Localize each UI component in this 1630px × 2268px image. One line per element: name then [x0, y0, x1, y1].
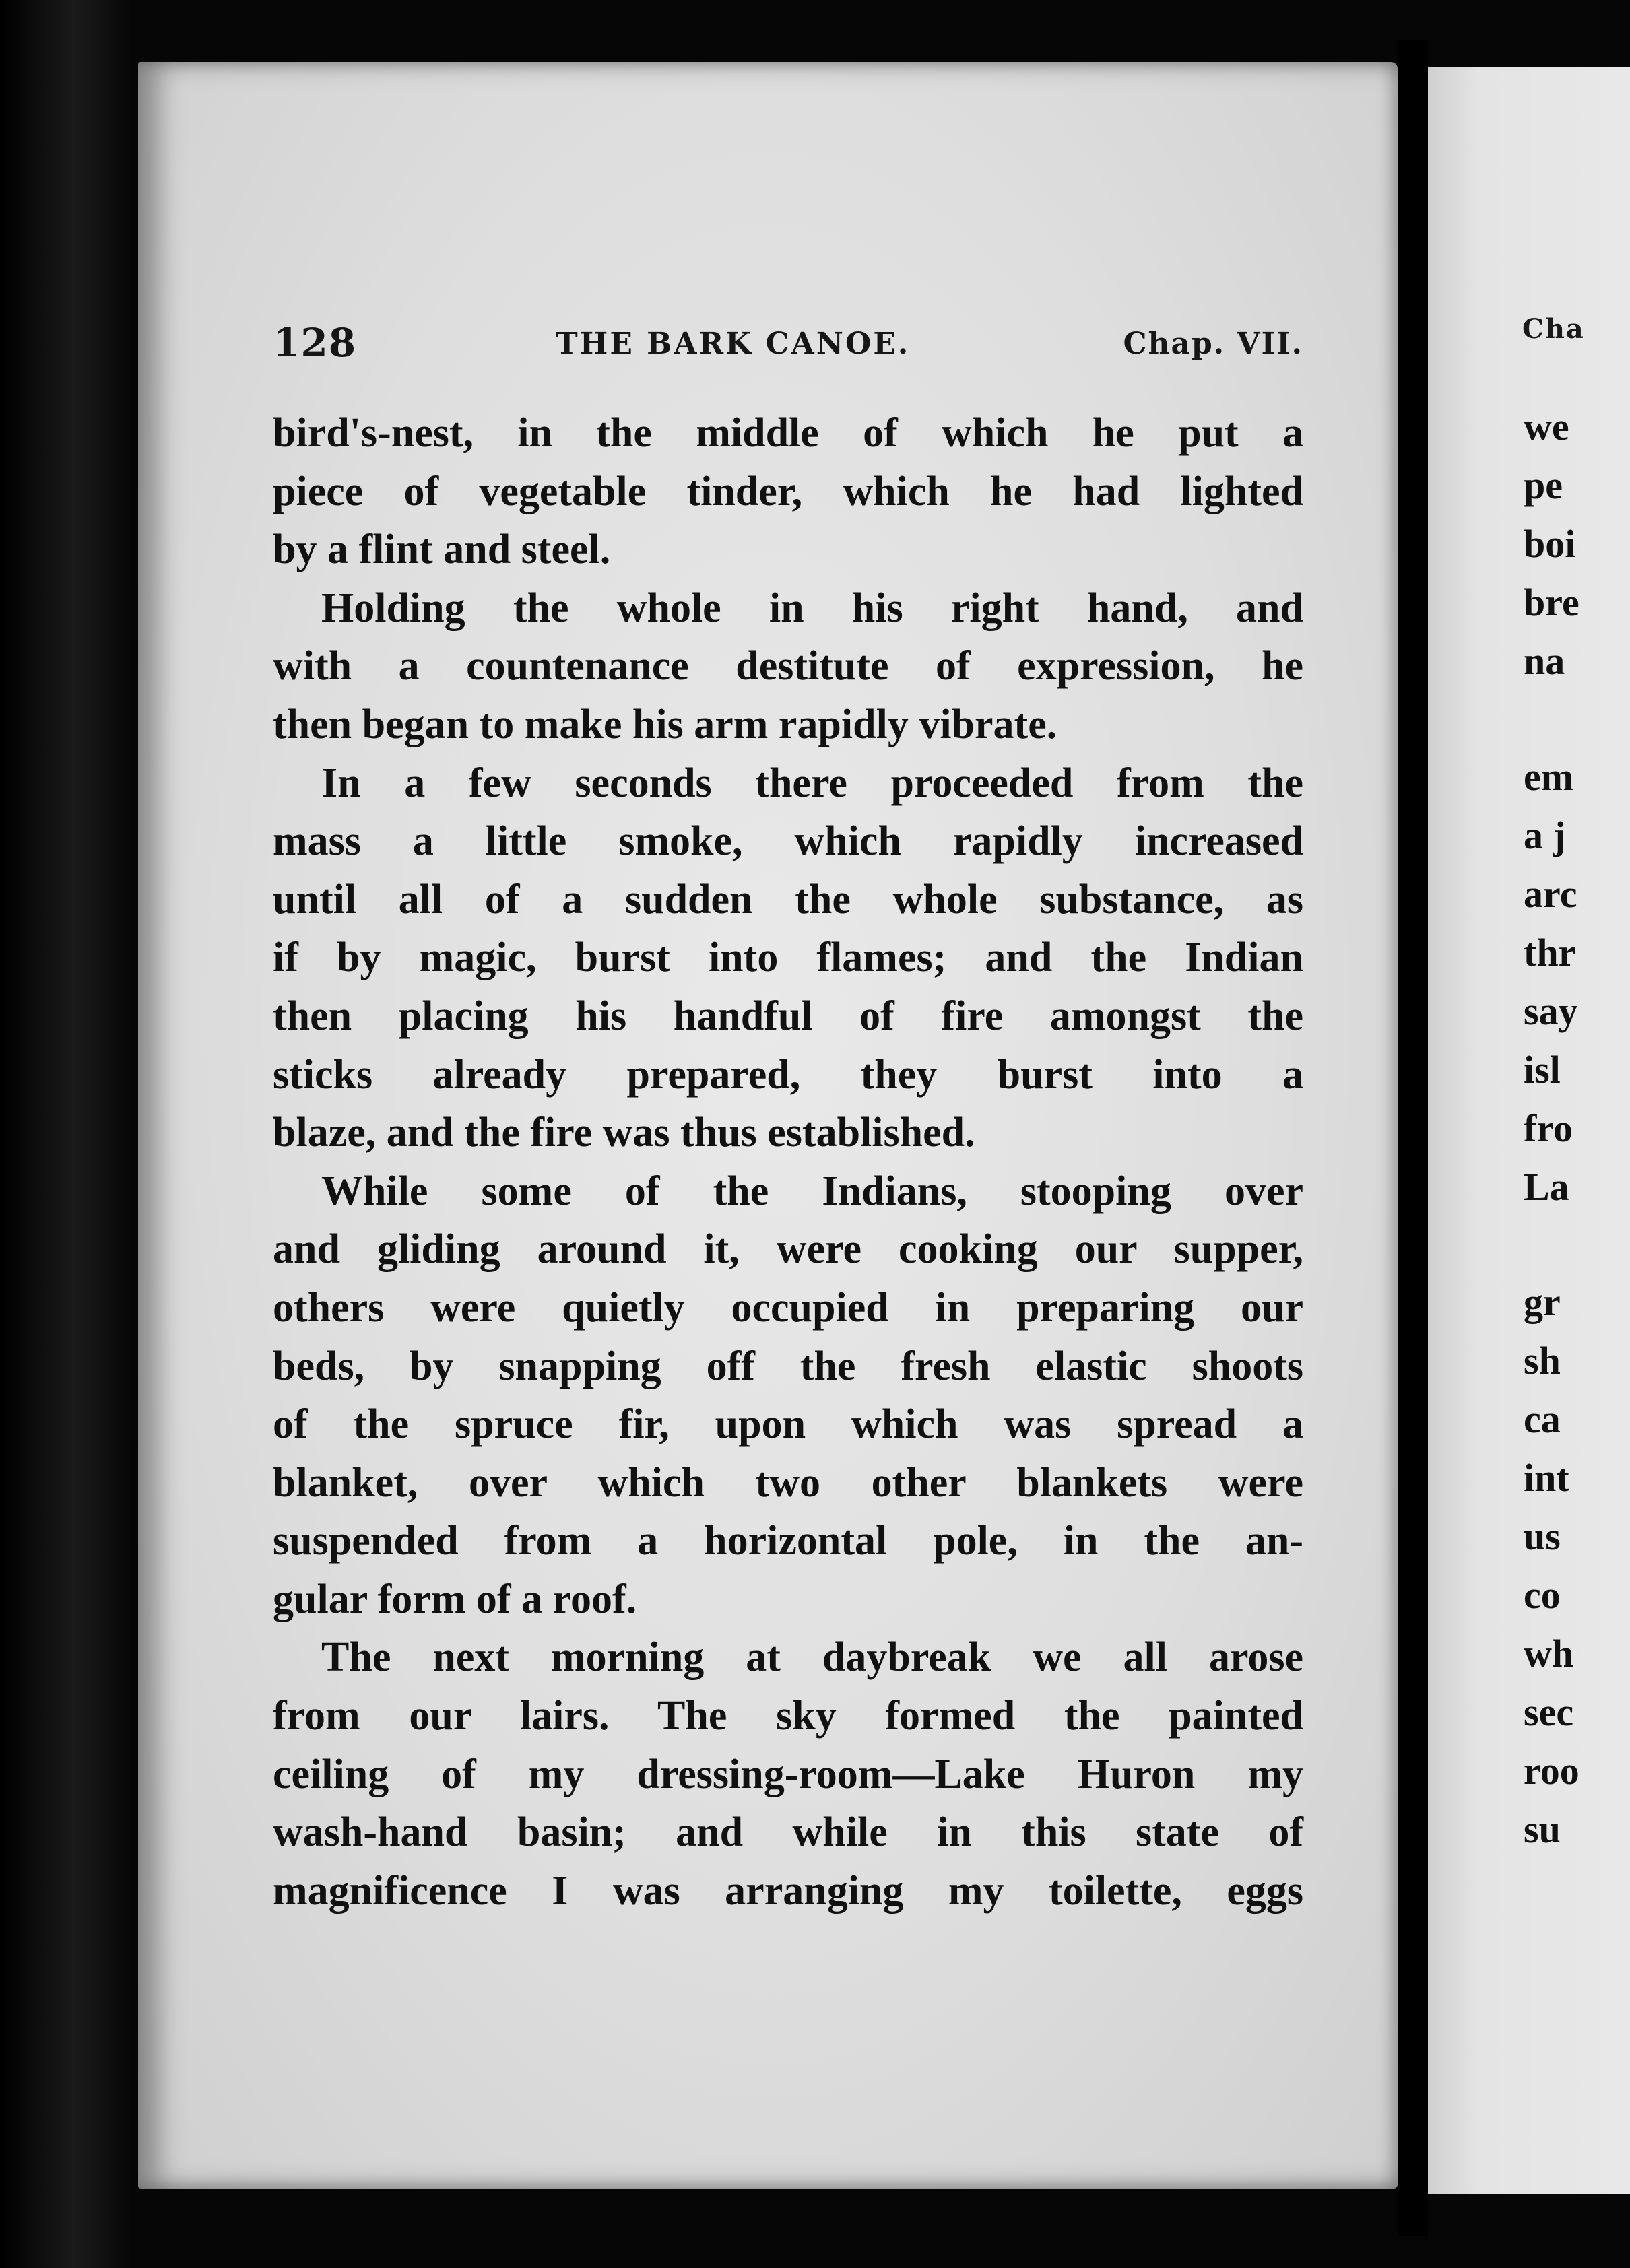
facing-line: La	[1524, 1165, 1569, 1209]
text-line: until all of a sudden the whole substance, as	[273, 876, 1303, 923]
text-line: others were quietly occupied in preparing our	[273, 1284, 1303, 1331]
facing-line: ca	[1524, 1397, 1561, 1441]
facing-line: fro	[1524, 1106, 1573, 1150]
book-binding	[0, 0, 135, 2268]
text-line: magnificence I was arranging my toilette, eggs	[273, 1867, 1303, 1914]
facing-line: us	[1524, 1514, 1561, 1558]
facing-line: roo	[1524, 1749, 1579, 1793]
text-line: The next morning at daybreak we all arose	[321, 1634, 1303, 1681]
text-line: then placing his handful of fire amongst the	[273, 993, 1303, 1039]
text-line: beds, by snapping off the fresh elastic shoots	[273, 1343, 1303, 1389]
text-line: bird's-nest, in the middle of which he put a	[273, 410, 1303, 456]
facing-line: boi	[1524, 522, 1576, 566]
facing-page-header: Cha	[1522, 313, 1585, 345]
text-line: and gliding around it, were cooking our supper,	[273, 1226, 1303, 1273]
text-line: blanket, over which two other blankets were	[273, 1459, 1303, 1506]
text-line: wash-hand basin; and while in this state of	[273, 1809, 1303, 1856]
running-chapter: Chap. VII.	[1123, 327, 1303, 361]
text-line: blaze, and the fire was thus established.	[273, 1110, 975, 1156]
facing-line: na	[1524, 639, 1565, 683]
text-line: Holding the whole in his right hand, and	[321, 585, 1303, 631]
facing-line: su	[1524, 1807, 1561, 1851]
facing-line: bre	[1524, 580, 1579, 624]
text-line: ceiling of my dressing-room—Lake Huron my	[273, 1751, 1303, 1797]
text-line: piece of vegetable tinder, which he had lighted	[273, 468, 1303, 514]
facing-line: sh	[1524, 1339, 1561, 1382]
facing-line: gr	[1524, 1280, 1561, 1324]
running-head	[273, 320, 1303, 374]
facing-line: pe	[1524, 463, 1563, 507]
facing-line: isl	[1524, 1048, 1561, 1092]
text-line: with a countenance destitute of expression, he	[273, 643, 1303, 690]
text-line: of the spruce fir, upon which was spread a	[273, 1401, 1303, 1448]
text-line: by a flint and steel.	[273, 527, 611, 573]
facing-line: em	[1524, 755, 1574, 799]
facing-line: we	[1524, 405, 1569, 448]
page-gutter	[1398, 40, 1428, 2236]
text-line: mass a little smoke, which rapidly increased	[273, 818, 1303, 865]
text-line: if by magic, burst into flames; and the Indian	[273, 935, 1303, 981]
facing-line: thr	[1524, 931, 1576, 974]
facing-line: wh	[1524, 1632, 1574, 1675]
text-line: suspended from a horizontal pole, in the an-	[273, 1518, 1303, 1564]
text-line: sticks already prepared, they burst into a	[273, 1051, 1303, 1098]
facing-line: co	[1524, 1573, 1561, 1617]
facing-line: int	[1524, 1456, 1569, 1500]
text-line: from our lairs. The sky formed the painted	[273, 1693, 1303, 1739]
text-line: gular form of a roof.	[273, 1576, 637, 1622]
facing-line: a j	[1524, 813, 1566, 857]
text-line: then began to make his arm rapidly vibrate.	[273, 701, 1057, 747]
text-line: In a few seconds there proceeded from the	[321, 760, 1303, 806]
facing-line: arc	[1524, 872, 1577, 916]
text-line: While some of the Indians, stooping over	[321, 1168, 1303, 1214]
facing-line: say	[1524, 989, 1578, 1033]
page-number: 128	[273, 320, 357, 366]
body-text	[273, 404, 1303, 1920]
running-title: THE BARK CANOE.	[556, 327, 911, 361]
facing-line: sec	[1524, 1690, 1574, 1734]
